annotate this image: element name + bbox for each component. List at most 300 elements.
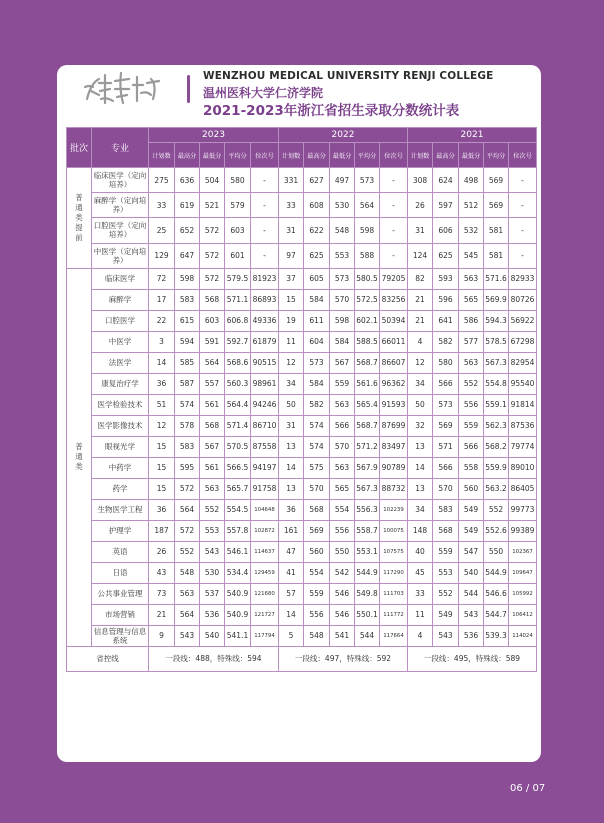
score-cell: 641	[433, 310, 459, 331]
table-row	[67, 562, 537, 583]
score-cell: 12	[408, 352, 433, 373]
table-row	[67, 436, 537, 457]
score-cell: 554.8	[484, 373, 509, 394]
score-cell: 34	[408, 373, 433, 394]
score-cell: 83497	[380, 436, 408, 457]
score-cell: 81923	[251, 268, 279, 289]
control-line-row	[67, 646, 537, 671]
sub-header-2-3: 平均分	[484, 143, 509, 168]
score-cell: 45	[408, 562, 433, 583]
score-cell: 573	[355, 168, 380, 193]
score-cell: 79205	[380, 268, 408, 289]
score-cell: 57	[279, 583, 304, 604]
score-cell: 82	[408, 268, 433, 289]
major-cell: 医学检验技术	[92, 394, 149, 415]
sub-header-2-0: 计划数	[408, 143, 433, 168]
year-header-2021: 2021	[408, 128, 537, 143]
score-cell: 11	[408, 604, 433, 625]
score-cell: 586	[459, 310, 484, 331]
score-cell: 91814	[509, 394, 537, 415]
score-cell: 596	[433, 289, 459, 310]
score-cell: 548	[304, 625, 330, 646]
score-cell: 540.9	[225, 604, 251, 625]
score-cell: 587	[175, 373, 200, 394]
score-cell: 331	[279, 168, 304, 193]
score-cell: 569	[484, 193, 509, 218]
major-cell: 眼视光学	[92, 436, 149, 457]
score-cell: 563	[175, 583, 200, 604]
score-cell: 563	[330, 457, 355, 478]
sub-header-1-4: 位次号	[380, 143, 408, 168]
score-cell: 549	[459, 520, 484, 541]
score-cell: 566	[459, 436, 484, 457]
score-cell: 559	[433, 541, 459, 562]
batch-cell	[67, 168, 92, 269]
major-cell: 中医学（定向培养）	[92, 243, 149, 268]
score-cell: 574	[175, 394, 200, 415]
score-cell: 563	[200, 478, 225, 499]
score-cell: 560.3	[225, 373, 251, 394]
score-cell: 608	[304, 193, 330, 218]
score-cell: 104648	[251, 499, 279, 520]
score-cell: 569	[433, 415, 459, 436]
score-cell: 91758	[251, 478, 279, 499]
score-cell: 539.3	[484, 625, 509, 646]
score-cell: 22	[149, 310, 175, 331]
control-line-value: 一段线：497，特殊线：592	[279, 646, 408, 671]
score-cell: 14	[279, 604, 304, 625]
score-cell: 568.7	[355, 415, 380, 436]
score-cell: 121680	[251, 583, 279, 604]
score-cell: 561.6	[355, 373, 380, 394]
score-cell: 504	[200, 168, 225, 193]
score-cell: 98961	[251, 373, 279, 394]
score-cell: 13	[408, 436, 433, 457]
score-cell: 572	[175, 520, 200, 541]
score-cell: 543	[433, 625, 459, 646]
college-logo-icon	[81, 69, 163, 107]
score-cell: 66011	[380, 331, 408, 352]
score-cell: 106412	[509, 604, 537, 625]
score-cell: 598	[175, 268, 200, 289]
score-cell: 582	[304, 394, 330, 415]
table-row	[67, 457, 537, 478]
score-cell: 21	[408, 289, 433, 310]
score-cell: 556	[304, 604, 330, 625]
score-cell: 89010	[509, 457, 537, 478]
score-cell: 594.3	[484, 310, 509, 331]
score-cell: 512	[459, 193, 484, 218]
score-cell: 570	[330, 289, 355, 310]
sub-header-1-3: 平均分	[355, 143, 380, 168]
score-cell: 564	[355, 193, 380, 218]
score-cell: 86405	[509, 478, 537, 499]
score-cell: 88732	[380, 478, 408, 499]
score-cell: 540	[459, 562, 484, 583]
score-cell: 579	[225, 193, 251, 218]
year-header-row	[67, 128, 537, 143]
score-cell: 563	[459, 352, 484, 373]
score-cell: 606.8	[225, 310, 251, 331]
score-cell: 574	[304, 415, 330, 436]
score-cell: 564	[175, 499, 200, 520]
score-cell: 86893	[251, 289, 279, 310]
year-header-2023: 2023	[149, 128, 279, 143]
score-cell: 31	[408, 218, 433, 243]
score-cell: 43	[149, 562, 175, 583]
score-cell: 580.5	[355, 268, 380, 289]
table-row	[67, 218, 537, 243]
score-cell: 36	[149, 499, 175, 520]
score-cell: 95540	[509, 373, 537, 394]
score-cell: 9	[149, 625, 175, 646]
score-cell: 552	[200, 499, 225, 520]
score-cell: 87558	[251, 436, 279, 457]
sub-header-2-4: 位次号	[509, 143, 537, 168]
score-cell: 111703	[380, 583, 408, 604]
score-cell: 568.2	[484, 436, 509, 457]
score-cell: 12	[279, 352, 304, 373]
table-row	[67, 541, 537, 562]
score-cell: 566.5	[225, 457, 251, 478]
score-cell: 593	[433, 268, 459, 289]
score-cell: -	[380, 243, 408, 268]
score-cell: 543	[200, 541, 225, 562]
score-cell: 12	[149, 415, 175, 436]
score-cell: 50394	[380, 310, 408, 331]
score-cell: 569	[304, 520, 330, 541]
major-header: 专业	[92, 128, 149, 168]
score-cell: 117290	[380, 562, 408, 583]
score-cell: 541.1	[225, 625, 251, 646]
score-cell: 559	[304, 583, 330, 604]
score-cell: 554	[304, 562, 330, 583]
major-cell: 信息管理与信息系统	[92, 625, 149, 646]
document-sheet	[57, 65, 541, 762]
score-cell: 570	[304, 478, 330, 499]
score-cell: 548	[175, 562, 200, 583]
score-cell: 584	[304, 373, 330, 394]
score-cell: 574	[304, 436, 330, 457]
table-row	[67, 289, 537, 310]
score-cell: 34	[279, 373, 304, 394]
score-cell: 563.2	[484, 478, 509, 499]
score-cell: 40	[408, 541, 433, 562]
table-row	[67, 243, 537, 268]
table-title: 2021-2023年浙江省招生录取分数统计表	[203, 103, 460, 119]
score-cell: 73	[149, 583, 175, 604]
score-cell: 4	[408, 331, 433, 352]
score-cell: 615	[175, 310, 200, 331]
score-cell: 570	[433, 478, 459, 499]
score-cell: 94246	[251, 394, 279, 415]
score-cell: 567	[200, 436, 225, 457]
score-cell: 41	[279, 562, 304, 583]
score-cell: 565	[459, 289, 484, 310]
score-cell: 563	[459, 268, 484, 289]
score-cell: 565.4	[355, 394, 380, 415]
score-cell: 15	[149, 436, 175, 457]
table-row	[67, 583, 537, 604]
score-cell: 161	[279, 520, 304, 541]
sub-header-0-0: 计划数	[149, 143, 175, 168]
score-cell: 559	[459, 415, 484, 436]
score-cell: -	[380, 168, 408, 193]
score-cell: 550	[330, 541, 355, 562]
score-cell: 558.7	[355, 520, 380, 541]
score-cell: 548	[330, 218, 355, 243]
score-cell: 15	[279, 289, 304, 310]
score-cell: 625	[433, 243, 459, 268]
score-cell: 14	[408, 457, 433, 478]
score-cell: 56922	[509, 310, 537, 331]
score-cell: 546.6	[484, 583, 509, 604]
score-cell: 564	[200, 352, 225, 373]
score-cell: 31	[279, 218, 304, 243]
score-cell: 603	[225, 218, 251, 243]
score-cell: 570.5	[225, 436, 251, 457]
score-cell: 544.9	[355, 562, 380, 583]
page-number: 06 / 07	[510, 783, 546, 794]
batch-label: 普通类	[75, 442, 83, 472]
score-cell: 585	[175, 352, 200, 373]
college-name-cn: 温州医科大学仁济学院	[203, 86, 324, 100]
score-cell: 568	[200, 415, 225, 436]
score-cell: 105992	[509, 583, 537, 604]
major-cell: 日语	[92, 562, 149, 583]
score-cell: 36	[149, 373, 175, 394]
table-row	[67, 352, 537, 373]
score-cell: 99389	[509, 520, 537, 541]
score-cell: 571	[433, 436, 459, 457]
score-cell: 87536	[509, 415, 537, 436]
score-cell: 553	[330, 243, 355, 268]
control-line-value: 一段线：488，特殊线：594	[149, 646, 279, 671]
score-cell: -	[251, 168, 279, 193]
score-cell: 559.1	[484, 394, 509, 415]
score-cell: 15	[149, 457, 175, 478]
score-cell: 521	[200, 193, 225, 218]
score-cell: 572.5	[355, 289, 380, 310]
major-cell: 临床医学	[92, 268, 149, 289]
score-cell: 497	[330, 168, 355, 193]
score-cell: 573	[304, 352, 330, 373]
sub-header-1-2: 最低分	[330, 143, 355, 168]
score-cell: 542	[330, 562, 355, 583]
score-cell: 21	[149, 604, 175, 625]
score-cell: 87699	[380, 415, 408, 436]
score-cell: -	[509, 243, 537, 268]
title-divider	[187, 75, 190, 103]
score-cell: 102239	[380, 499, 408, 520]
table-row	[67, 415, 537, 436]
score-cell: 594	[175, 331, 200, 352]
score-cell: 568	[433, 520, 459, 541]
table-row	[67, 331, 537, 352]
score-cell: 556	[459, 394, 484, 415]
score-cell: 647	[175, 243, 200, 268]
major-cell: 口腔医学（定向培养）	[92, 218, 149, 243]
score-cell: 552	[484, 499, 509, 520]
score-cell: 532	[459, 218, 484, 243]
score-cell: 583	[175, 436, 200, 457]
score-cell: 597	[433, 193, 459, 218]
score-cell: 3	[149, 331, 175, 352]
sub-header-0-3: 平均分	[225, 143, 251, 168]
table-row	[67, 168, 537, 193]
score-cell: 561	[200, 394, 225, 415]
score-cell: 567	[330, 352, 355, 373]
major-cell: 法医学	[92, 352, 149, 373]
score-cell: 82954	[509, 352, 537, 373]
score-cell: 578	[175, 415, 200, 436]
score-cell: 33	[149, 193, 175, 218]
score-cell: 14	[279, 457, 304, 478]
score-cell: 604	[304, 331, 330, 352]
control-line-label: 省控线	[67, 646, 149, 671]
score-cell: -	[509, 168, 537, 193]
score-cell: 13	[279, 436, 304, 457]
batch-cell	[67, 268, 92, 646]
score-cell: 591	[200, 331, 225, 352]
score-cell: 498	[459, 168, 484, 193]
score-cell: 581	[484, 218, 509, 243]
score-cell: 554	[330, 499, 355, 520]
table-row	[67, 310, 537, 331]
major-cell: 口腔医学	[92, 310, 149, 331]
major-cell: 中药学	[92, 457, 149, 478]
score-cell: 50	[279, 394, 304, 415]
score-cell: -	[509, 193, 537, 218]
score-cell: 619	[175, 193, 200, 218]
score-cell: 121727	[251, 604, 279, 625]
table-row	[67, 268, 537, 289]
score-cell: 565	[330, 478, 355, 499]
score-cell: 560	[459, 478, 484, 499]
score-cell: 595	[175, 457, 200, 478]
score-cell: 114637	[251, 541, 279, 562]
score-cell: 552	[433, 583, 459, 604]
score-cell: 552.6	[484, 520, 509, 541]
score-cell: 26	[149, 541, 175, 562]
score-cell: 111772	[380, 604, 408, 625]
sub-header-0-1: 最高分	[175, 143, 200, 168]
score-cell: 61879	[251, 331, 279, 352]
score-cell: 550	[484, 541, 509, 562]
major-cell: 麻醉学	[92, 289, 149, 310]
score-cell: 94197	[251, 457, 279, 478]
table-row	[67, 625, 537, 646]
score-cell: 51	[149, 394, 175, 415]
score-cell: 100075	[380, 520, 408, 541]
score-cell: 571.2	[355, 436, 380, 457]
score-cell: 566	[330, 415, 355, 436]
score-cell: 606	[433, 218, 459, 243]
score-cell: 577	[459, 331, 484, 352]
score-cell: 568	[200, 289, 225, 310]
score-cell: 17	[149, 289, 175, 310]
score-cell: 568	[304, 499, 330, 520]
score-cell: -	[380, 193, 408, 218]
score-cell: 636	[175, 168, 200, 193]
score-cell: 578.5	[484, 331, 509, 352]
major-cell: 护理学	[92, 520, 149, 541]
score-cell: -	[251, 243, 279, 268]
score-cell: 109647	[509, 562, 537, 583]
major-cell: 市场营销	[92, 604, 149, 625]
score-cell: 549	[459, 499, 484, 520]
sub-header-2-2: 最低分	[459, 143, 484, 168]
score-cell: 622	[304, 218, 330, 243]
score-cell: 571.6	[484, 268, 509, 289]
score-cell: 575	[304, 457, 330, 478]
major-cell: 生物医学工程	[92, 499, 149, 520]
score-cell: 552	[459, 373, 484, 394]
score-cell: 33	[279, 193, 304, 218]
score-cell: 546.1	[225, 541, 251, 562]
batch-label: 普通类提前	[75, 192, 83, 242]
score-cell: 91593	[380, 394, 408, 415]
major-cell: 临床医学（定向培养）	[92, 168, 149, 193]
score-cell: 571.4	[225, 415, 251, 436]
score-cell: 187	[149, 520, 175, 541]
score-cell: 556	[330, 520, 355, 541]
score-cell: 19	[279, 310, 304, 331]
score-cell: 102872	[251, 520, 279, 541]
score-cell: 552	[175, 541, 200, 562]
score-cell: 583	[433, 499, 459, 520]
score-cell: 567.9	[355, 457, 380, 478]
score-cell: 570	[330, 436, 355, 457]
score-cell: 566	[433, 373, 459, 394]
score-cell: 554.5	[225, 499, 251, 520]
score-cell: 15	[149, 478, 175, 499]
score-cell: 652	[175, 218, 200, 243]
score-cell: 99773	[509, 499, 537, 520]
score-cell: 583	[175, 289, 200, 310]
score-cell: 549.8	[355, 583, 380, 604]
score-cell: 549	[433, 604, 459, 625]
college-name-en: WENZHOU MEDICAL UNIVERSITY RENJI COLLEGE	[203, 70, 494, 82]
score-cell: 573	[433, 394, 459, 415]
major-cell: 公共事业管理	[92, 583, 149, 604]
score-cell: 21	[408, 310, 433, 331]
score-cell: 124	[408, 243, 433, 268]
score-cell: 49336	[251, 310, 279, 331]
score-cell: 546	[330, 583, 355, 604]
table-row	[67, 499, 537, 520]
score-cell: 545	[459, 243, 484, 268]
score-cell: 97	[279, 243, 304, 268]
score-cell: 544	[459, 583, 484, 604]
score-cell: 625	[304, 243, 330, 268]
score-cell: 627	[304, 168, 330, 193]
score-cell: 107575	[380, 541, 408, 562]
major-cell: 英语	[92, 541, 149, 562]
score-cell: 573	[330, 268, 355, 289]
score-cell: 83256	[380, 289, 408, 310]
score-cell: 602.1	[355, 310, 380, 331]
score-cell: 4	[408, 625, 433, 646]
score-cell: 86607	[380, 352, 408, 373]
score-cell: 31	[279, 415, 304, 436]
score-cell: 530	[200, 562, 225, 583]
score-cell: 560	[304, 541, 330, 562]
score-cell: 534.4	[225, 562, 251, 583]
score-cell: 117664	[380, 625, 408, 646]
score-cell: 568.6	[225, 352, 251, 373]
table-row	[67, 478, 537, 499]
